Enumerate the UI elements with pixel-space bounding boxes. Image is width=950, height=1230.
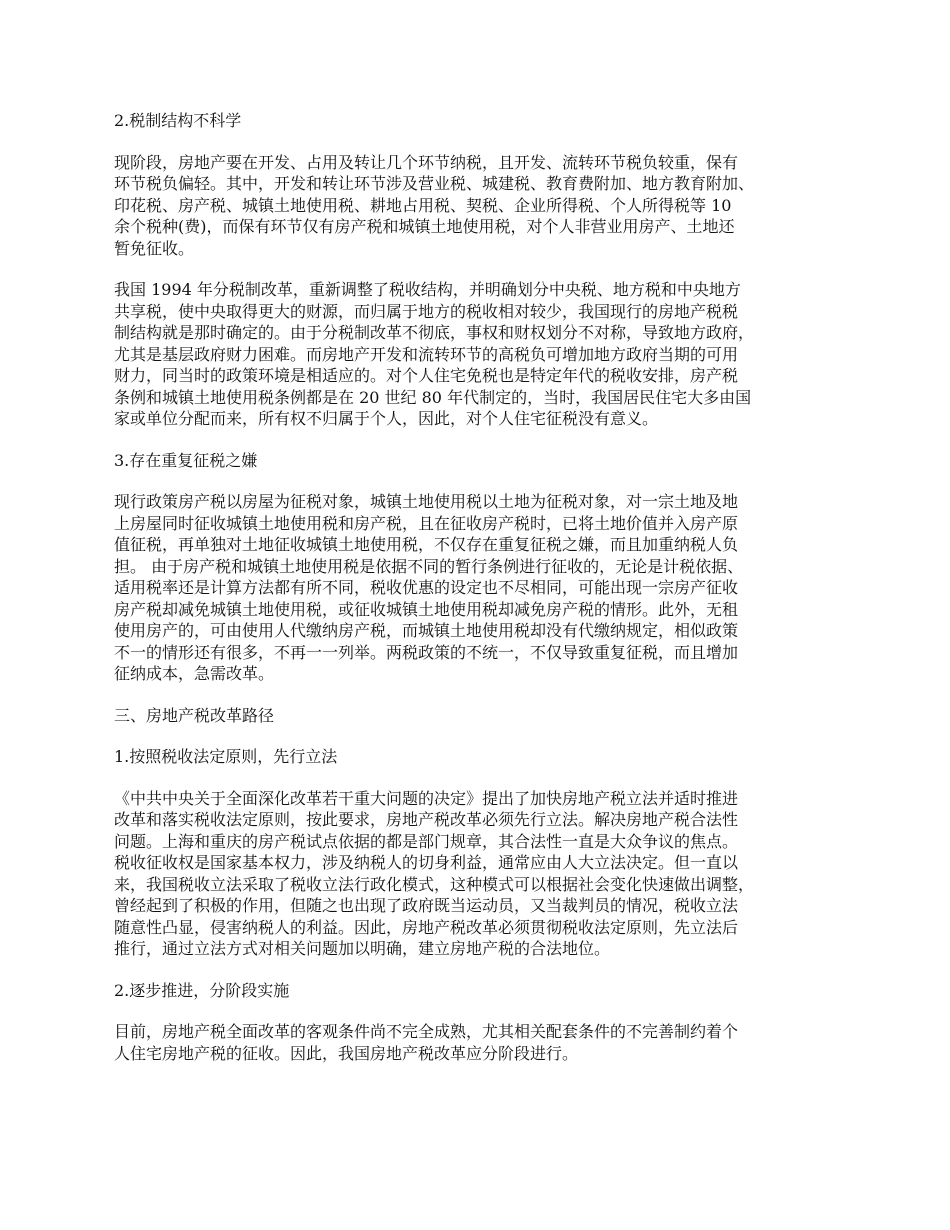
paragraph-legislation: 《中共中央关于全面深化改革若干重大问题的决定》提出了加快房地产税立法并适时推进 改革和落实税收法定原则，按此要求，房地产税改革必须先行立法。解决房地产税合法性 问题。上海和重庆的房产税试点依据的都是部门规章，其合法性一直是大众争议的焦点。 税收征收权是国家基本权力，涉及纳税人的切身利益，通常应由人大立法决定。但一直以 来，我国税收立法采取了税收立法行政化模式，这种模式可以根据社会变化快速做出调整， 曾经起到了积极的作用，但随之也出现了政府既当运动员，又当裁判员的情况，税收立法 随意性凸显，侵害纳税人的利益。因此，房地产税改革必须贯彻税收法定原则，先立法后 推行，通过立法方式对相关问题加以明确，建立房地产税的合法地位。 <box>114 788 755 958</box>
section-heading-tax-structure: 2.税制结构不科学 <box>114 111 242 130</box>
paragraph-1994-reform: 我国 1994 年分税制改革，重新调整了税收结构，并明确划分中央税、地方税和中央地方 共享税，使中央取得更大的财源，而归属于地方的税收相对较少，我国现行的房地产税税 制结构就是那时确定的。由于分税制改革不彻底，事权和财权划分不对称，导致地方政府， 尤其是基层政府财力困难。而房地产开发和流转环节的高税负可增加地方政府当期的可用 财力，同当时的政策环境是相适应的。对个人住宅免税也是特定年代的税收安排，房产税 条例和城镇土地使用税条例都是在 20 世纪 80 年代制定的，当时，我国居民住宅大多由国 家或单位分配而来，所有权不归属于个人，因此，对个人住宅征税没有意义。 <box>114 280 755 428</box>
paragraph-current-policy: 现行政策房产税以房屋为征税对象，城镇土地使用税以土地为征税对象，对一宗土地及地 上房屋同时征收城镇土地使用税和房产税，且在征收房产税时，已将土地价值并入房产原 值征税，再单独对土地征收城镇土地使用税，不仅存在重复征税之嫌，而且加重纳税人负 担。 由于房产税和城镇土地使用税是依据不同的暂行条例进行征收的，无论是计税依据、 适用税率还是计算方法都有所不同，税收优惠的设定也不尽相同，可能出现一宗房产征收 房产税却减免城镇土地使用税，或征收城镇土地使用税却减免房产税的情形。此外，无租 使用房产的，可由使用人代缴纳房产税，而城镇土地使用税却没有代缴纳规定，相似政策 不一的情形还有很多，不再一一列举。两税政策的不统一，不仅导致重复征税，而且增加 征纳成本，急需改革。 <box>114 492 744 683</box>
document-page <box>114 110 854 1084</box>
paragraph-current-stage: 现阶段，房地产要在开发、占用及转让几个环节纳税，且开发、流转环节税负较重，保有 环节税负偏轻。其中，开发和转让环节涉及营业税、城建税、教育费附加、地方教育附加、 印花税、房产税、城镇土地使用税、耕地占用税、契税、企业所得税、个人所得税等 10 余个税种(费)，而保有环节仅有房产税和城镇土地使用税，对个人非营业用房产、土地还 暂免征收。 <box>114 152 755 258</box>
section-heading-legislate-first: 1.按照税收法定原则，先行立法 <box>114 747 338 766</box>
paragraph-phased: 目前，房地产税全面改革的客观条件尚不完全成熟，尤其相关配套条件的不完善制约着个 人住宅房地产税的征收。因此，我国房地产税改革应分阶段进行。 <box>114 1022 739 1063</box>
section-heading-phased-implementation: 2.逐步推进，分阶段实施 <box>114 980 290 1000</box>
section-heading-double-taxation: 3.存在重复征税之嫌 <box>114 450 258 470</box>
chapter-heading-reform-path: 三、房地产税改革路径 <box>114 705 275 725</box>
